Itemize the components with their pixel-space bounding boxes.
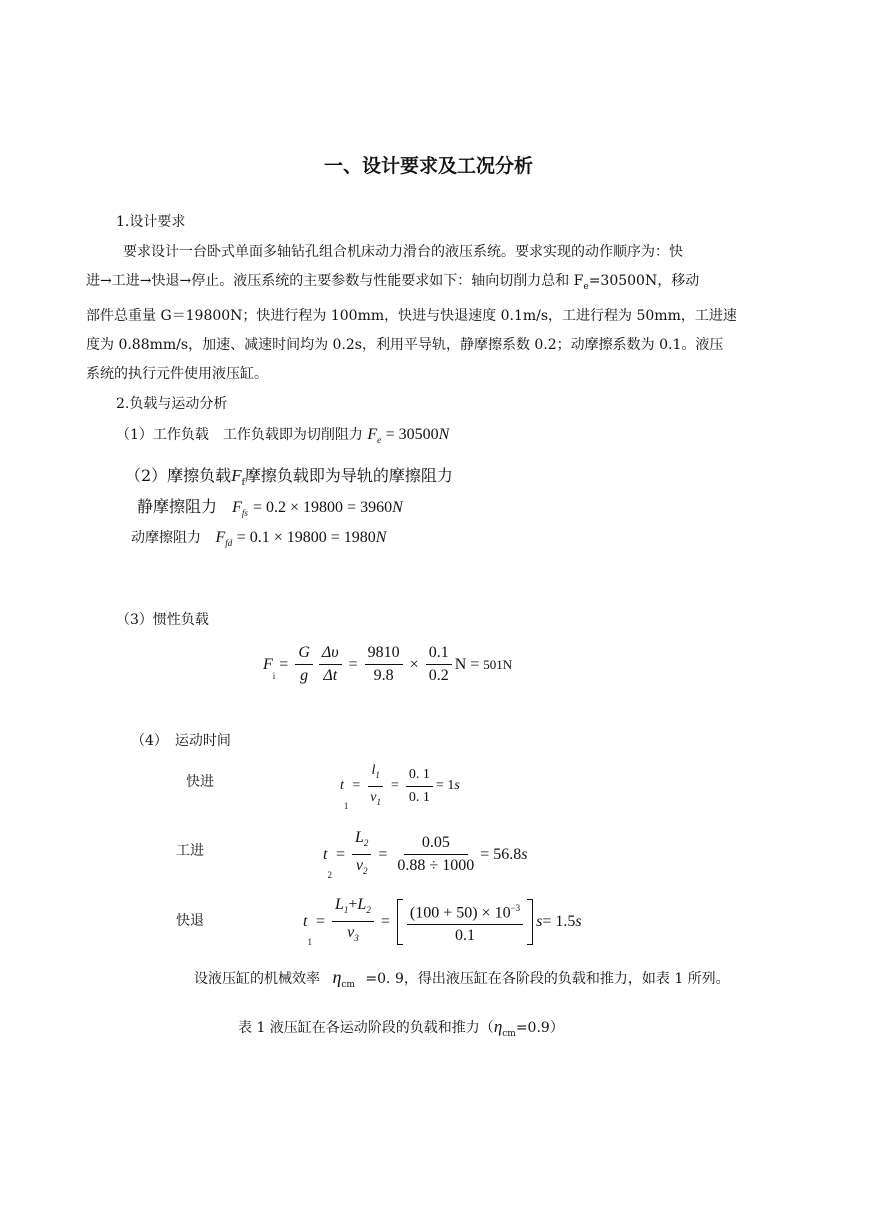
para-line: 度为 0.88mm/s，加速、减速时间均为 0.2s，利用平导轨，静摩擦系数 0.2；动摩擦系数为 0.1。液压	[86, 336, 724, 353]
t3-equation: t 1 = $\frac{L_1+L_2}{v_3}$ = $\frac{(100 + 50) \times 10^{-3}}{0.1}$ s = 1.5 s	[303, 896, 582, 948]
inertia-equation: F $_i$ = $\frac{G}{g}$ $\frac{\Delta\upsilon}{\Delta t}$ = $\frac{9810}{9.8}$ × $\frac{0.1}{0.2}$ N = 501N	[263, 644, 513, 684]
fraction: $\frac{G}{g}$	[295, 644, 313, 685]
efficiency-sentence: 设液压缸的机械效率 $\eta_{cm} =0$. 9，得出液压缸在各阶段的负载和推力，如表 1 所列。	[194, 967, 730, 990]
bracket	[397, 899, 533, 945]
para-line: 部件总重量 G＝19800N；快进行程为 100mm，快进与快退速度 0.1m/s，工进行程为 50mm，工进速	[86, 307, 737, 324]
section-heading-load: 2.负载与运动分析	[116, 396, 228, 412]
t1-equation: t 1 = $\frac{l_1}{v_1}$ = $\frac{0. 1}{0. 1}$ = 1 s	[340, 763, 460, 811]
fraction: $\frac{\Delta\upsilon}{\Delta t}$	[319, 644, 342, 685]
dynamic-friction-line: 动摩擦阻力 $F_{fd} = 0.1 \times 19800 = 1980N$	[131, 529, 387, 548]
fraction: $\frac{l_1}{v_1}$	[370, 763, 382, 807]
paragraph-design-requirements	[86, 238, 746, 389]
time-label-work-feed: 工进	[176, 843, 204, 859]
fraction: $\frac{0.05}{0.88 \div 1000}$	[397, 834, 475, 875]
static-friction-line: 静摩擦阻力 $F_{fs} = 0.2 \times 19800 = 3960N$	[137, 497, 403, 519]
fraction: $\frac{0.1}{0.2}$	[426, 644, 452, 685]
page-title: 一、设计要求及工况分析	[324, 155, 534, 177]
fraction: $\frac{(100 + 50) \times 10^{-3}}{0.1}$	[407, 899, 523, 945]
t2-equation: t 2 = $\frac{L_2}{v_2}$ = $\frac{0.05}{0.88 \div 1000}$ = 56.8 s	[323, 829, 528, 881]
friction-load-line: （2）摩擦负载$F_f$摩擦负载即为导轨的摩擦阻力	[125, 466, 453, 489]
time-label-fast-forward: 快进	[186, 774, 214, 790]
fraction: $\frac{L_1+L_2}{v_3}$	[332, 896, 374, 947]
para-line: 进→工进→快退→停止。液压系统的主要参数与性能要求如下：轴向切削力总和 $F_e=30500N$，移动	[86, 273, 700, 292]
motion-time-heading: （4） 运动时间	[131, 733, 231, 749]
table-caption: 表 1 液压缸在各运动阶段的负载和推力$(\eta_{cm}=0.9)$	[238, 1017, 564, 1039]
section-heading-design: 1.设计要求	[116, 214, 186, 230]
time-label-fast-return: 快退	[176, 913, 204, 929]
fraction: $\frac{L_2}{v_2}$	[352, 829, 371, 880]
fraction: $\frac{9810}{9.8}$	[365, 644, 403, 685]
para-line: 要求设计一台卧式单面多轴钻孔组合机床动力滑台的液压系统。要求实现的动作顺序为：快	[123, 244, 683, 260]
inertia-load-heading: （3）惯性负载	[116, 612, 209, 628]
para-line: 系统的执行元件使用液压缸。	[86, 365, 268, 382]
work-load-line: （1）工作负载 工作负载即为切削阻力 $F_e = 30500N$	[116, 426, 450, 445]
fraction: $\frac{0. 1}{0. 1}$	[406, 766, 433, 807]
